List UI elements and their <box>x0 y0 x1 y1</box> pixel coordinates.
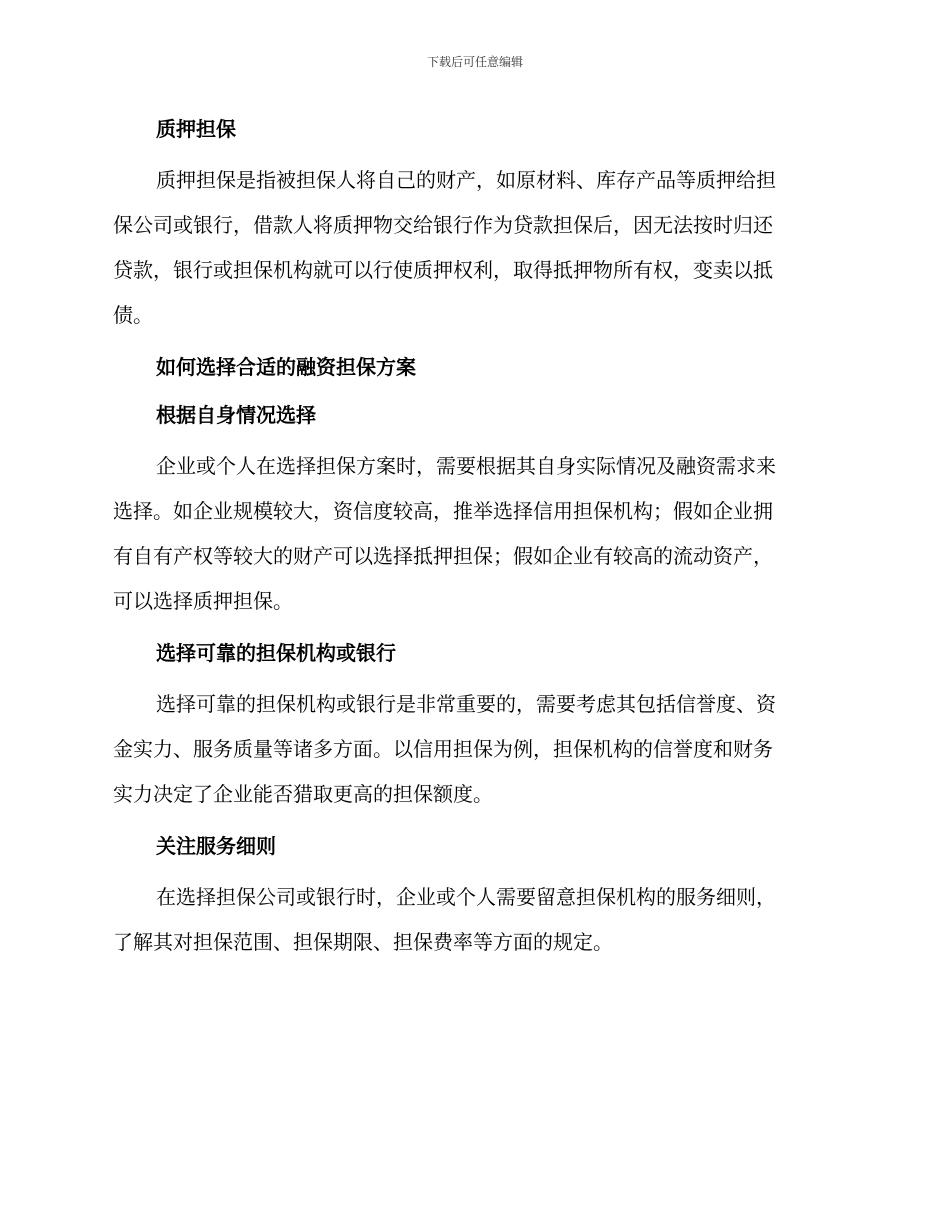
section-heading: 选择可靠的担保机构或银行 <box>156 641 396 665</box>
paragraph <box>113 158 833 338</box>
paragraph-line: 选择可靠的担保机构或银行是非常重要的，需要考虑其包括信誉度、资 <box>156 692 776 716</box>
paragraph-line: 企业或个人在选择担保方案时，需要根据其自身实际情况及融资需求来 <box>156 454 776 478</box>
section-heading: 质押担保 <box>156 117 236 141</box>
paragraph-line: 选择。如企业规模较大，资信度较高，推举选择信用担保机构；假如企业拥 <box>113 499 773 523</box>
paragraph-line: 贷款，银行或担保机构就可以行使质押权利，取得抵押物所有权，变卖以抵 <box>113 258 773 282</box>
document-body <box>113 110 833 975</box>
paragraph-line: 质押担保是指被担保人将自己的财产，如原材料、库存产品等质押给担 <box>156 168 776 192</box>
paragraph-line: 保公司或银行，借款人将质押物交给银行作为贷款担保后，因无法按时归还 <box>113 213 773 237</box>
paragraph-line: 债。 <box>113 303 153 327</box>
section-heading: 关注服务细则 <box>156 834 276 858</box>
paragraph <box>113 444 833 624</box>
paragraph-line: 可以选择质押担保。 <box>113 589 293 613</box>
page-header-note: 下载后可任意编辑 <box>426 55 523 69</box>
paragraph-line: 在选择担保公司或银行时，企业或个人需要留意担保机构的服务细则， <box>156 885 776 909</box>
paragraph-line: 了解其对担保范围、担保期限、担保费率等方面的规定。 <box>113 930 613 954</box>
paragraph <box>113 682 833 817</box>
paragraph <box>113 875 833 965</box>
paragraph-line: 实力决定了企业能否猎取更高的担保额度。 <box>113 782 493 806</box>
section-heading: 根据自身情况选择 <box>156 403 316 427</box>
paragraph-line: 金实力、服务质量等诸多方面。以信用担保为例，担保机构的信誉度和财务 <box>113 737 773 761</box>
paragraph-line: 有自有产权等较大的财产可以选择抵押担保；假如企业有较高的流动资产， <box>113 544 773 568</box>
section-heading: 如何选择合适的融资担保方案 <box>156 355 416 379</box>
